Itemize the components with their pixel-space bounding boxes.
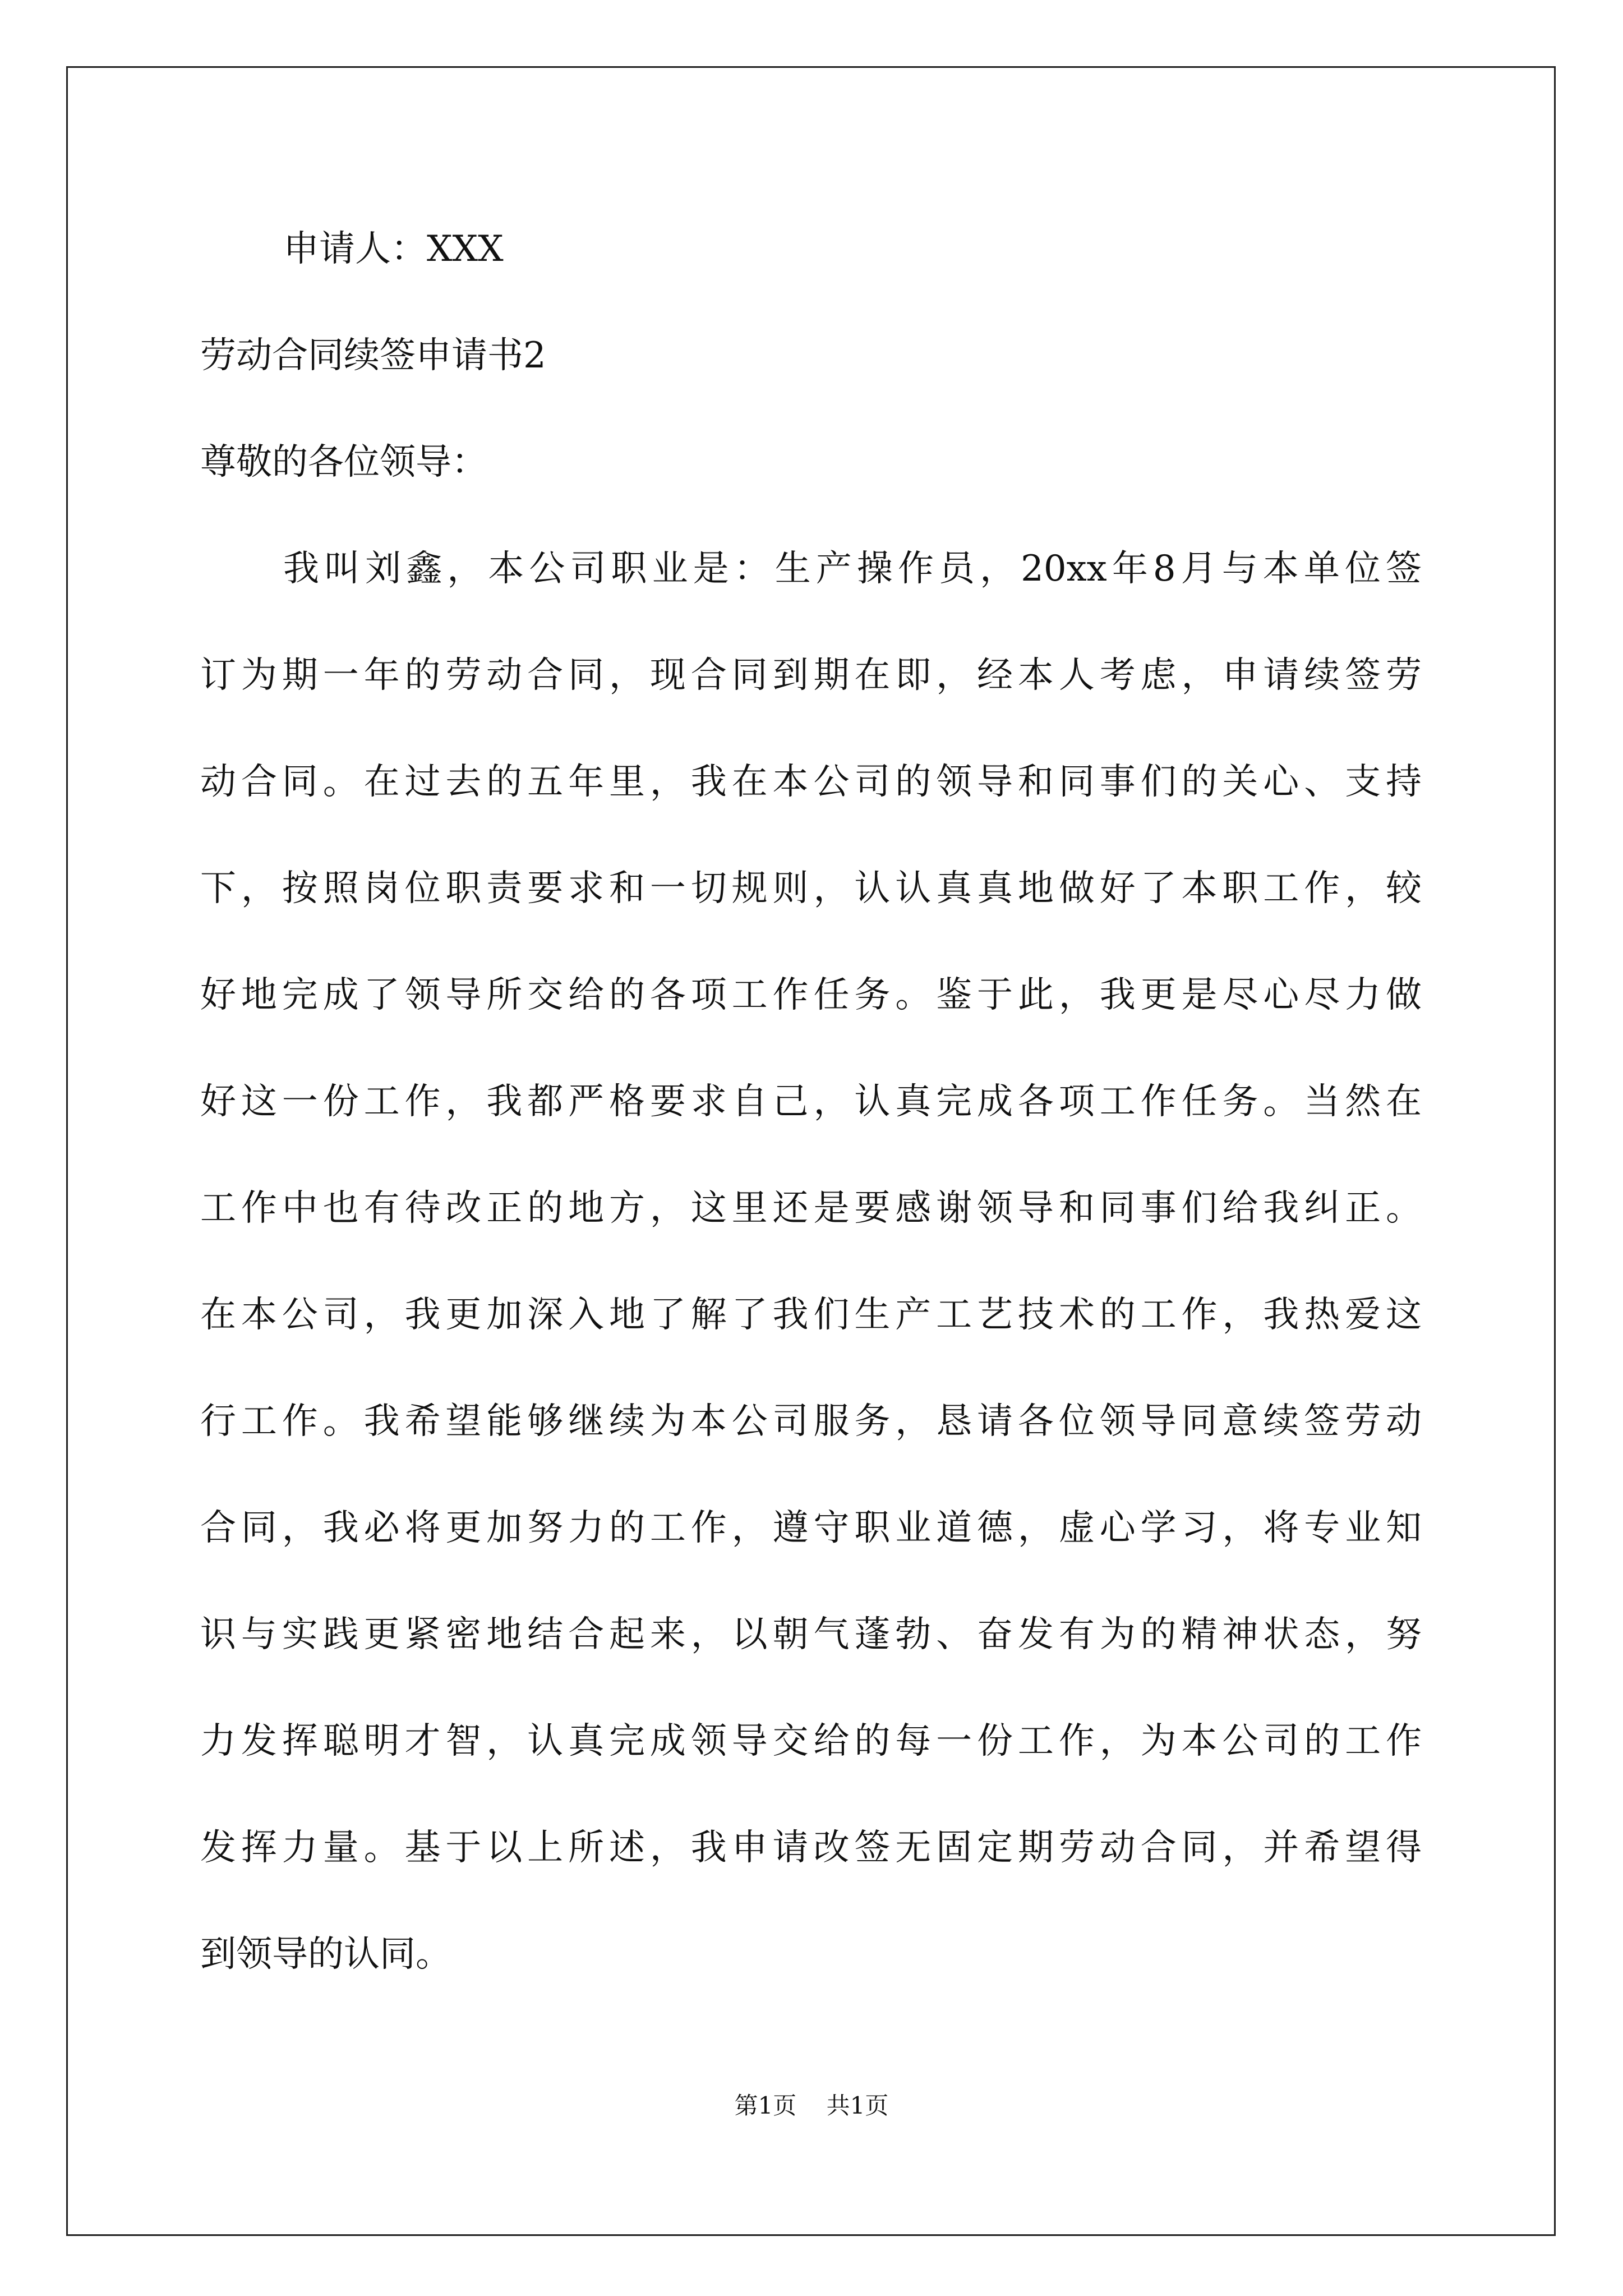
- body-line: 订为期一年的劳动合同，现合同到期在即，经本人考虑，申请续签劳: [200, 655, 1422, 696]
- body-line: 好这一份工作，我都严格要求自己，认真完成各项工作任务。当然在: [200, 1081, 1422, 1122]
- body-line: 动合同。在过去的五年里，我在本公司的领导和同事们的关心、支持: [200, 761, 1422, 803]
- body-line: 行工作。我希望能够继续为本公司服务，恳请各位领导同意续签劳动: [200, 1401, 1422, 1442]
- body-line: 力发挥聪明才智，认真完成领导交给的每一份工作，为本公司的工作: [200, 1720, 1422, 1762]
- body-line: 识与实践更紧密地结合起来，以朝气蓬勃、奋发有为的精神状态，努: [200, 1614, 1422, 1655]
- body-line: 发挥力量。基于以上所述，我申请改签无固定期劳动合同，并希望得: [200, 1827, 1422, 1869]
- body-line: 我叫刘鑫，本公司职业是：生产操作员，20xx年8月与本单位签: [283, 548, 1422, 590]
- page-total: 共1页: [826, 2092, 889, 2119]
- body-line: 好地完成了领导所交给的各项工作任务。鉴于此，我更是尽心尽力做: [200, 974, 1422, 1016]
- body-line: 下，按照岗位职责要求和一切规则，认认真真地做好了本职工作，较: [200, 868, 1422, 909]
- applicant-line: 申请人：XXX: [283, 228, 504, 270]
- page-number: 第1页: [734, 2092, 797, 2119]
- body-line: 在本公司，我更加深入地了解了我们生产工艺技术的工作，我热爱这: [200, 1294, 1422, 1336]
- body-line: 工作中也有待改正的地方，这里还是要感谢领导和同事们给我纠正。: [200, 1188, 1422, 1229]
- section-title: 劳动合同续签申请书2: [200, 335, 546, 376]
- page-border: [66, 66, 1556, 2236]
- body-line: 到领导的认同。: [200, 1934, 451, 1975]
- salutation: 尊敬的各位领导：: [200, 441, 487, 483]
- page-footer: [0, 2089, 1623, 2123]
- body-line: 合同，我必将更加努力的工作，遵守职业道德，虚心学习，将专业知: [200, 1507, 1422, 1549]
